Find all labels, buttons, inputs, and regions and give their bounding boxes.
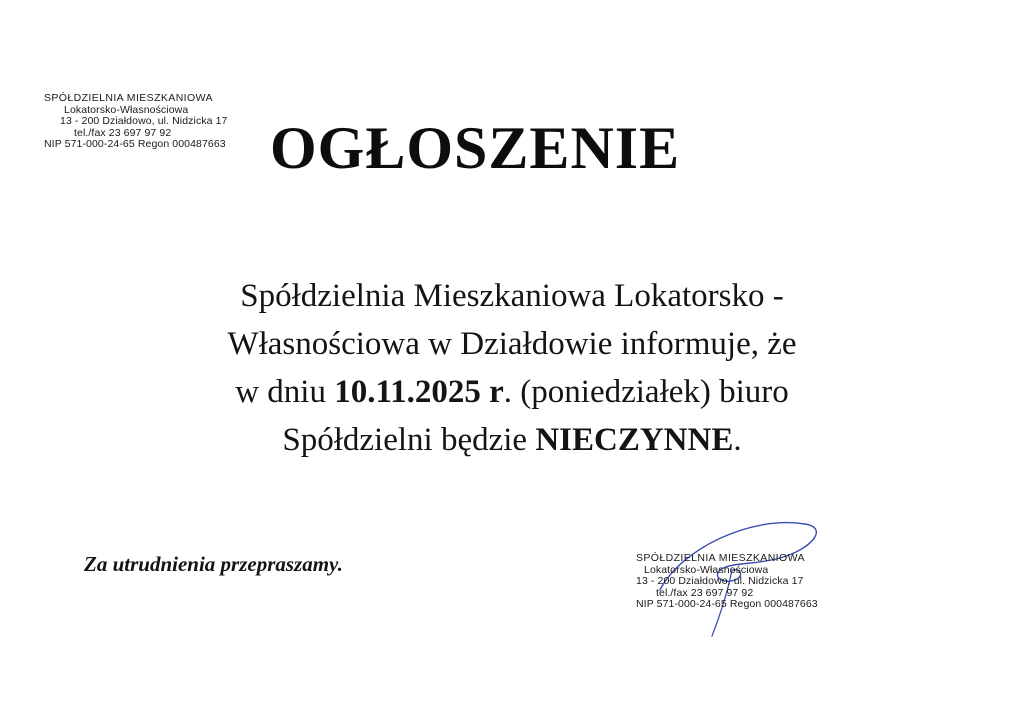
stamp-phone: tel./fax 23 697 97 92 <box>74 126 172 139</box>
stamp-name: SPÓŁDZIELNIA MIESZKANIOWA <box>636 552 805 564</box>
cooperative-stamp-top <box>44 93 228 151</box>
body-line-3-suffix: . (poniedziałek) biuro <box>503 374 789 410</box>
stamp-address: 13 - 200 Działdowo, ul. Nidzicka 17 <box>636 575 804 587</box>
stamp-type: Lokatorsko-Własnościowa <box>644 563 769 576</box>
body-line-2: Własnościowa w Działdowie informuje, że <box>227 326 797 362</box>
stamp-tax-ids: NIP 571-000-24-65 Regon 000487663 <box>636 598 818 610</box>
stamp-name: SPÓŁDZIELNIA MIESZKANIOWA <box>44 92 213 104</box>
stamp-type: Lokatorsko-Własnościowa <box>64 103 189 116</box>
body-line-3-prefix: w dniu <box>235 374 335 410</box>
closure-date: 10.11.2025 r <box>334 374 504 410</box>
stamp-address: 13 - 200 Działdowo, ul. Nidzicka 17 <box>60 115 228 127</box>
apology-note: Za utrudnienia przepraszamy. <box>84 552 343 576</box>
cooperative-stamp-bottom <box>636 553 818 611</box>
stamp-phone: tel./fax 23 697 97 92 <box>656 586 754 599</box>
announcement-title: OGŁOSZENIE <box>270 115 681 181</box>
body-line-4-prefix: Spółdzielni będzie <box>282 422 536 458</box>
closed-status: NIECZYNNE <box>535 422 734 458</box>
body-line-4 <box>100 416 924 464</box>
body-line-1: Spółdzielnia Mieszkaniowa Lokatorsko - <box>240 278 784 314</box>
stamp-tax-ids: NIP 571-000-24-65 Regon 000487663 <box>44 138 226 150</box>
body-line-3 <box>100 368 924 416</box>
body-line-4-suffix: . <box>733 422 742 458</box>
announcement-body <box>100 272 924 464</box>
